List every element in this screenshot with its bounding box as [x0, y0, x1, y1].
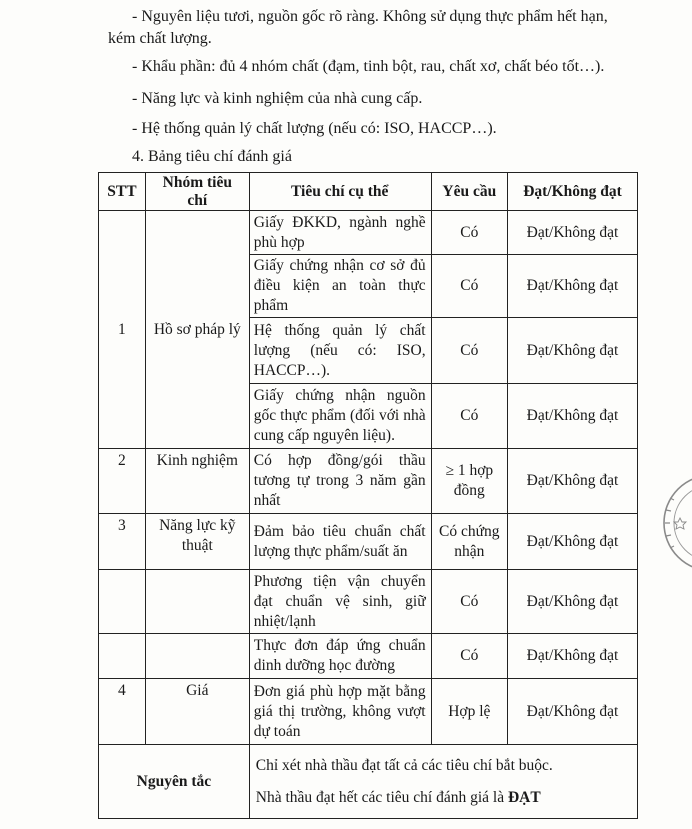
principle-line2-bold: ĐẠT: [507, 788, 541, 806]
paragraph-ingredients-line1: - Nguyên liệu tươi, nguồn gốc rõ ràng. Không sử dụng thực phẩm hết hạn,: [132, 8, 608, 25]
paragraph-capacity: - Năng lực và kinh nghiệm của nhà cung cấp.: [132, 90, 423, 107]
row-result: Đạt/Không đạt: [508, 384, 638, 449]
row-result: Đạt/Không đạt: [508, 570, 638, 634]
row-group: Kinh nghiệm: [145, 449, 249, 514]
row-requirement: Có: [431, 384, 507, 449]
row-criteria: Thực đơn đáp ứng chuẩn dinh dưỡng học đường: [249, 634, 431, 679]
row-criteria: Giấy ĐKKD, ngành nghề phù hợp: [249, 211, 431, 255]
table-row: [99, 211, 638, 255]
row-requirement: Có: [431, 570, 507, 634]
row-result: Đạt/Không đạt: [508, 255, 638, 318]
paragraph-portion: - Khẩu phần: đủ 4 nhóm chất (đạm, tinh bột, rau, chất xơ, chất béo tốt…).: [132, 58, 605, 75]
stamp-ticks: [665, 498, 674, 548]
header-stt: STT: [99, 173, 146, 211]
row-stt: 4: [99, 679, 146, 745]
stamp-inner-ring: [674, 485, 692, 561]
row-requirement: Có chứng nhận: [431, 514, 507, 570]
row-group: Giá: [145, 679, 249, 745]
row-requirement: Có: [431, 211, 507, 255]
row-requirement: Có: [431, 318, 507, 384]
row-result: Đạt/Không đạt: [508, 679, 638, 745]
table-row: [99, 449, 638, 514]
row-criteria: Đơn giá phù hợp mặt bằng giá thị trường, không vượt dự toán: [249, 679, 431, 745]
row-stt-empty: [99, 570, 146, 634]
table-row: [99, 679, 638, 745]
row-stt-empty: [99, 634, 146, 679]
row-criteria: Giấy chứng nhận nguồn gốc thực phẩm (đối với nhà cung cấp nguyên liệu).: [249, 384, 431, 449]
paragraph-ingredients-line2: kém chất lượng.: [108, 30, 212, 47]
row-group: Hồ sơ pháp lý: [145, 211, 249, 449]
row-criteria: Có hợp đồng/gói thầu tương tự trong 3 năm gần nhất: [249, 449, 431, 514]
section-heading: 4. Bảng tiêu chí đánh giá: [132, 148, 292, 165]
table-row: [99, 514, 638, 570]
table-row: [99, 634, 638, 679]
row-criteria: Hệ thống quản lý chất lượng (nếu có: ISO, HACCP…).: [249, 318, 431, 384]
row-result: Đạt/Không đạt: [508, 514, 638, 570]
row-result: Đạt/Không đạt: [508, 211, 638, 255]
row-stt: 2: [99, 449, 146, 514]
header-criteria: Tiêu chí cụ thể: [249, 173, 431, 211]
header-result: Đạt/Không đạt: [508, 173, 638, 211]
table-header-row: [99, 173, 638, 211]
row-requirement: Có: [431, 634, 507, 679]
principle-label: Nguyên tắc: [99, 745, 250, 819]
row-criteria: Đảm bảo tiêu chuẩn chất lượng thực phẩm/suất ăn: [249, 514, 431, 570]
principle-line2-text: Nhà thầu đạt hết các tiêu chí đánh giá là: [255, 788, 508, 806]
row-group: Năng lực kỹ thuật: [145, 514, 249, 570]
table-row: [99, 570, 638, 634]
row-requirement: Có: [431, 255, 507, 318]
row-requirement: ≥ 1 hợp đồng: [431, 449, 507, 514]
principle-line2: [256, 782, 632, 814]
header-requirement: Yêu cầu: [431, 173, 507, 211]
principle-row: [99, 745, 638, 819]
row-group-empty: [145, 570, 249, 634]
stamp-star: [674, 518, 686, 529]
row-stt: 3: [99, 514, 146, 570]
paragraph-quality-system: - Hệ thống quản lý chất lượng (nếu có: ISO, HACCP…).: [132, 120, 497, 137]
header-group: Nhóm tiêu chí: [145, 173, 249, 211]
row-stt: 1: [99, 211, 146, 449]
paragraph-ingredients: [108, 6, 668, 50]
row-result: Đạt/Không đạt: [508, 634, 638, 679]
principle-line1: Chỉ xét nhà thầu đạt tất cả các tiêu chí bắt buộc.: [255, 756, 553, 774]
row-group-empty: [145, 634, 249, 679]
row-result: Đạt/Không đạt: [508, 318, 638, 384]
row-criteria: Giấy chứng nhận cơ sở đủ điều kiện an toàn thực phẩm: [249, 255, 431, 318]
stamp-seal: [652, 468, 692, 578]
row-requirement: Hợp lệ: [431, 679, 507, 745]
row-criteria: Phương tiện vận chuyển đạt chuẩn vệ sinh, giữ nhiệt/lạnh: [249, 570, 431, 634]
row-result: Đạt/Không đạt: [508, 449, 638, 514]
principle-text: [249, 745, 637, 819]
criteria-table: [98, 172, 638, 819]
